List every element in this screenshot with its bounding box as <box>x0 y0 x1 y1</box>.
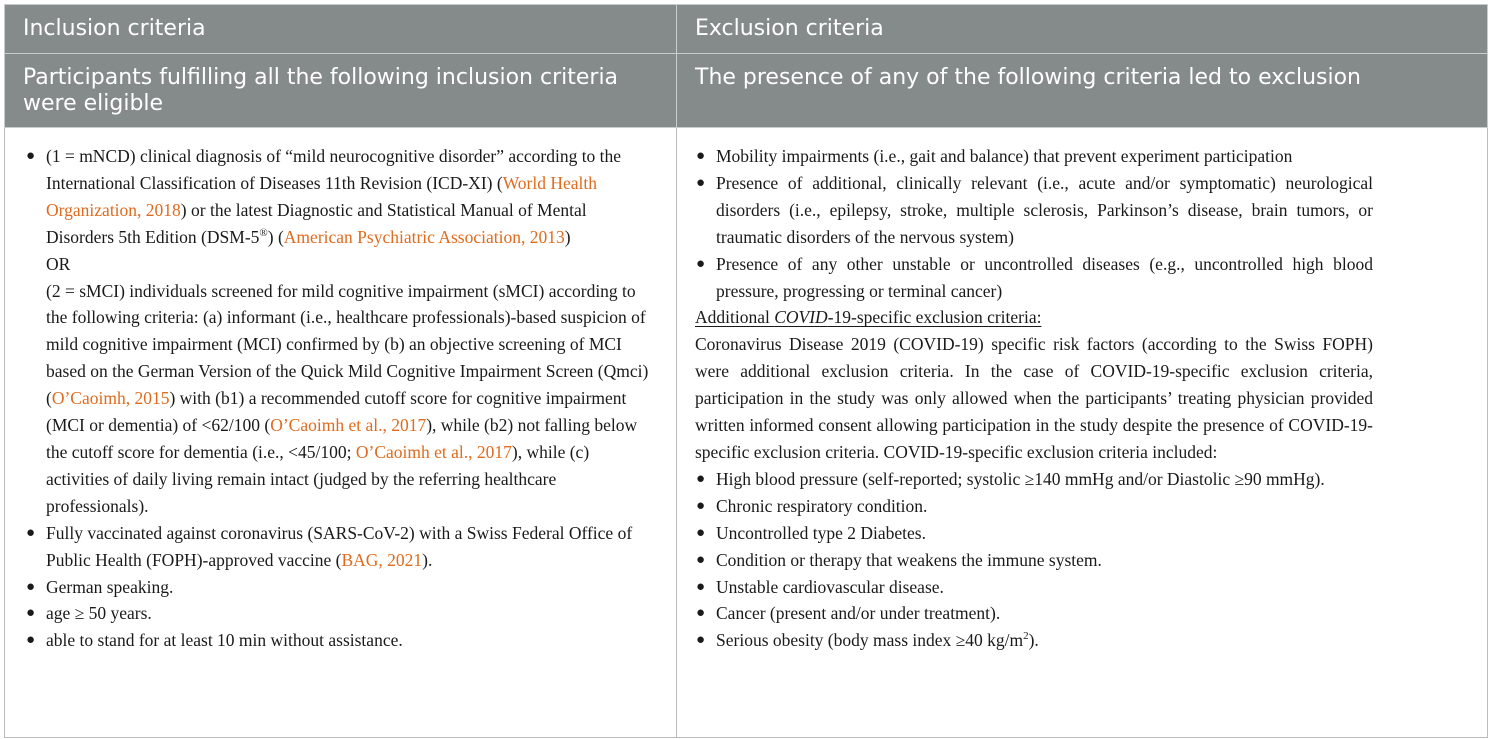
smci-text <box>46 278 656 520</box>
inclusion-item-diagnosis <box>25 143 656 520</box>
bullet-icon: ● <box>696 632 706 649</box>
citation-link[interactable]: American Psychiatric Association, 2013 <box>283 226 565 247</box>
text-segment: Fully vaccinated against coronavirus (SARS-CoV-2) with a Swiss Federal Office of Public Health (FOPH)-approved vaccine ( <box>46 522 633 570</box>
covid-item <box>695 520 1373 547</box>
covid-list <box>695 466 1373 654</box>
bullet-icon: ● <box>696 497 706 514</box>
text-segment: ) with (b1) a recommended cutoff score for cognitive impairment (MCI or dementia) of <62/100 ( <box>46 388 627 436</box>
bullet-icon: ● <box>696 470 706 487</box>
exclusion-item <box>695 251 1373 305</box>
text-segment: Serious obesity (body mass index ≥40 kg/m <box>716 630 1024 651</box>
citation-link[interactable]: O’Caoimh, 2015 <box>51 388 170 409</box>
exclusion-list <box>695 143 1373 304</box>
covid-item <box>695 547 1373 574</box>
bullet-icon: ● <box>696 174 706 191</box>
text-segment: ). <box>422 549 433 570</box>
bullet-icon: ● <box>26 605 36 622</box>
inclusion-cell <box>5 128 677 738</box>
or-label: OR <box>46 253 71 274</box>
covid-item-obesity <box>695 627 1373 654</box>
item-text: Mobility impairments (i.e., gait and balance) that prevent experiment participation <box>716 146 1293 166</box>
criteria-table <box>4 4 1488 738</box>
covid-paragraph: Coronavirus Disease 2019 (COVID-19) specific risk factors (according to the Swiss FOPH) were additional exclusion criteria. In the case of COVID-19-specific exclusion criteria, participation in the study was only allowed when the participants’ treating physician provided written informed consent allowing participation in the study despite the presence of COVID-19-specific exclusion criteria. COVID-19-specific exclusion criteria included: <box>695 334 1373 462</box>
inclusion-subheader: Participants fulfilling all the following inclusion criteria were eligible <box>5 54 677 128</box>
bullet-icon: ● <box>696 605 706 622</box>
text-segment: ), while (b2) not falling below the cutoff score for dementia (i.e., <45/100; <box>46 415 638 462</box>
covid-item <box>695 493 1373 520</box>
citation-link[interactable]: O’Caoimh et al., 2017 <box>355 441 512 462</box>
text-segment: ) ( <box>267 226 284 247</box>
covid-item <box>695 574 1373 601</box>
text-segment: (1 = mNCD) clinical diagnosis of “mild neurocognitive disorder” according to the International Classification of Diseases 11th Revision (ICD-XI) ( <box>46 146 622 193</box>
citation-link[interactable]: O’Caoimh et al., 2017 <box>270 415 427 436</box>
item-text: Unstable cardiovascular disease. <box>716 576 944 597</box>
diagnosis-text <box>46 143 656 251</box>
item-text: German speaking. <box>46 576 174 597</box>
bullet-icon: ● <box>26 148 36 164</box>
inclusion-list <box>25 143 656 654</box>
inclusion-item-stand <box>25 627 656 654</box>
superscript: 2 <box>1023 630 1029 643</box>
citation-link[interactable]: World Health Organization, 2018 <box>46 172 598 220</box>
item-text: High blood pressure (self-reported; systolic ≥140 mmHg and/or Diastolic ≥90 mmHg). <box>716 468 1325 489</box>
covid-item <box>695 600 1373 627</box>
item-text: able to stand for at least 10 min without assistance. <box>46 630 403 651</box>
item-text: Presence of additional, clinically relevant (i.e., acute and/or symptomatic) neurological disorders (i.e., epilepsy, stroke, multiple sclerosis, Parkinson’s disease, brain tumors, or traumatic disorders of the nervous system) <box>716 172 1373 247</box>
bullet-icon: ● <box>696 255 706 272</box>
bullet-icon: ● <box>696 578 706 595</box>
text-segment: -19-specific exclusion criteria: <box>827 307 1042 328</box>
text-segment: ) or the latest Diagnostic and Statistical Manual of Mental Disorders 5th Edition (DSM-5 <box>46 199 587 247</box>
item-text: Cancer (present and/or under treatment). <box>716 603 1001 624</box>
text-segment: ), while (c) activities of daily living remain intact (judged by the referring healthcare professionals). <box>46 441 590 516</box>
additional-heading-text <box>695 307 1042 327</box>
text-segment: ) <box>564 226 571 247</box>
text-segment: Additional <box>695 307 775 328</box>
exclusion-item <box>695 170 1373 251</box>
item-text: Uncontrolled type 2 Diabetes. <box>716 522 926 543</box>
bullet-icon: ● <box>696 148 706 164</box>
citation-link[interactable]: BAG, 2021 <box>341 549 423 570</box>
covid-item <box>695 466 1373 493</box>
bullet-icon: ● <box>26 632 36 649</box>
bullet-icon: ● <box>26 578 36 595</box>
text-segment: ). <box>1028 630 1039 651</box>
bullet-icon: ● <box>696 524 706 541</box>
item-text: Condition or therapy that weakens the immune system. <box>716 549 1102 570</box>
inclusion-header: Inclusion criteria <box>5 5 677 54</box>
inclusion-item-german <box>25 574 656 601</box>
registered-mark: ® <box>259 226 268 239</box>
item-text: age ≥ 50 years. <box>46 603 152 624</box>
exclusion-header: Exclusion criteria <box>677 5 1488 54</box>
bullet-icon: ● <box>26 524 36 541</box>
inclusion-item-age <box>25 600 656 627</box>
additional-heading <box>695 304 1373 331</box>
text-segment: (2 = sMCI) individuals screened for mild cognitive impairment (sMCI) according to the following criteria: (a) informant (i.e., healthcare professionals)-based suspicion of mild cognitive impairment (MCI) confirmed by (b) an objective screening of MCI based on the German Version of the Quick Mild Cognitive Impairment Screen (Qmci) ( <box>46 280 649 409</box>
exclusion-cell <box>677 128 1488 738</box>
exclusion-item <box>695 143 1373 170</box>
item-text: Chronic respiratory condition. <box>716 495 928 516</box>
exclusion-subheader: The presence of any of the following criteria led to exclusion <box>677 54 1488 128</box>
item-text: Presence of any other unstable or uncontrolled diseases (e.g., uncontrolled high blood pressure, progressing or terminal cancer) <box>716 253 1373 301</box>
bullet-icon: ● <box>696 551 706 568</box>
text-segment: COVID <box>774 307 828 328</box>
inclusion-item-vaccinated <box>25 520 656 574</box>
